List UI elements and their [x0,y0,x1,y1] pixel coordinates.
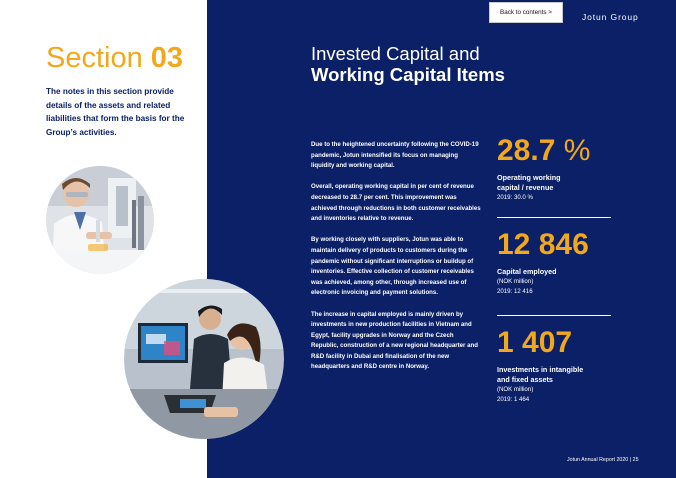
stat-previous: 2019: 30.0 % [497,194,533,201]
section-title: Section 03 [46,42,184,74]
stat-unit: % [555,134,591,167]
divider [497,217,611,218]
section-intro: The notes in this section provide details of the assets and related liabilities that form the basis for the Group’s activities. [46,87,185,137]
stat-capital-employed [497,230,617,297]
stat-unit-note: (NOK million) [497,386,534,393]
page-footer [567,457,639,463]
brand-logo-text: Jotun Group [582,12,639,22]
section-number: 03 [150,42,184,74]
report-name: Jotun Annual Report 2020 [567,457,629,463]
office-workers-photo [124,279,284,439]
paragraph: The increase in capital employed is mainly driven by investments in new production facilities in Vietnam and Egypt, facility upgrades in Norway and the Czech Republic, construction of a new regional headquarter and R&D facility in Dubai and finalisation of the new headquarters and R&D centre in Norway. [311,310,478,371]
stat-label: Investments in intangible and fixed assets [497,365,584,384]
stat-unit-note: (NOK million) [497,278,534,285]
stat-previous: 2019: 1 464 [497,396,530,403]
paragraph: By working closely with suppliers, Jotun was able to maintain delivery of products to customers during the pandemic without significant interruptions or buildup of inventories. Effective collection of customer receivables was achieved, among other, through increased use of electronic invoicing and payment solutions. [311,236,474,297]
page-number: 25 [632,457,639,463]
stat-value: 28.7 % [497,134,591,167]
divider [497,315,611,316]
stat-working-capital [497,136,617,203]
paragraph: Overall, operating working capital in per cent of revenue decreased to 28.7 per cent. This improvement was achieved through reductions in both customer receivables and inventories relative to revenue. [311,183,481,223]
stat-investments [497,328,617,405]
lab-worker-photo [46,166,154,274]
paragraph: Due to the heightened uncertainty following the COVID-19 pandemic, Jotun intensified its focus on managing liquidity and working capital. [311,141,479,170]
stat-value: 1 407 [497,326,573,359]
page-title-line2: Working Capital Items [311,64,505,85]
stat-label: Operating working capital / revenue [497,173,561,192]
body-text [311,140,481,384]
stat-label: Capital employed [497,267,557,276]
page-title-line1: Invested Capital and [311,43,480,64]
stat-value: 12 846 [497,228,589,261]
page-title [311,43,505,85]
back-to-contents-button[interactable]: Back to contents > [489,2,563,23]
stat-previous: 2019: 12 416 [497,288,533,295]
footer-separator: | [629,457,632,463]
